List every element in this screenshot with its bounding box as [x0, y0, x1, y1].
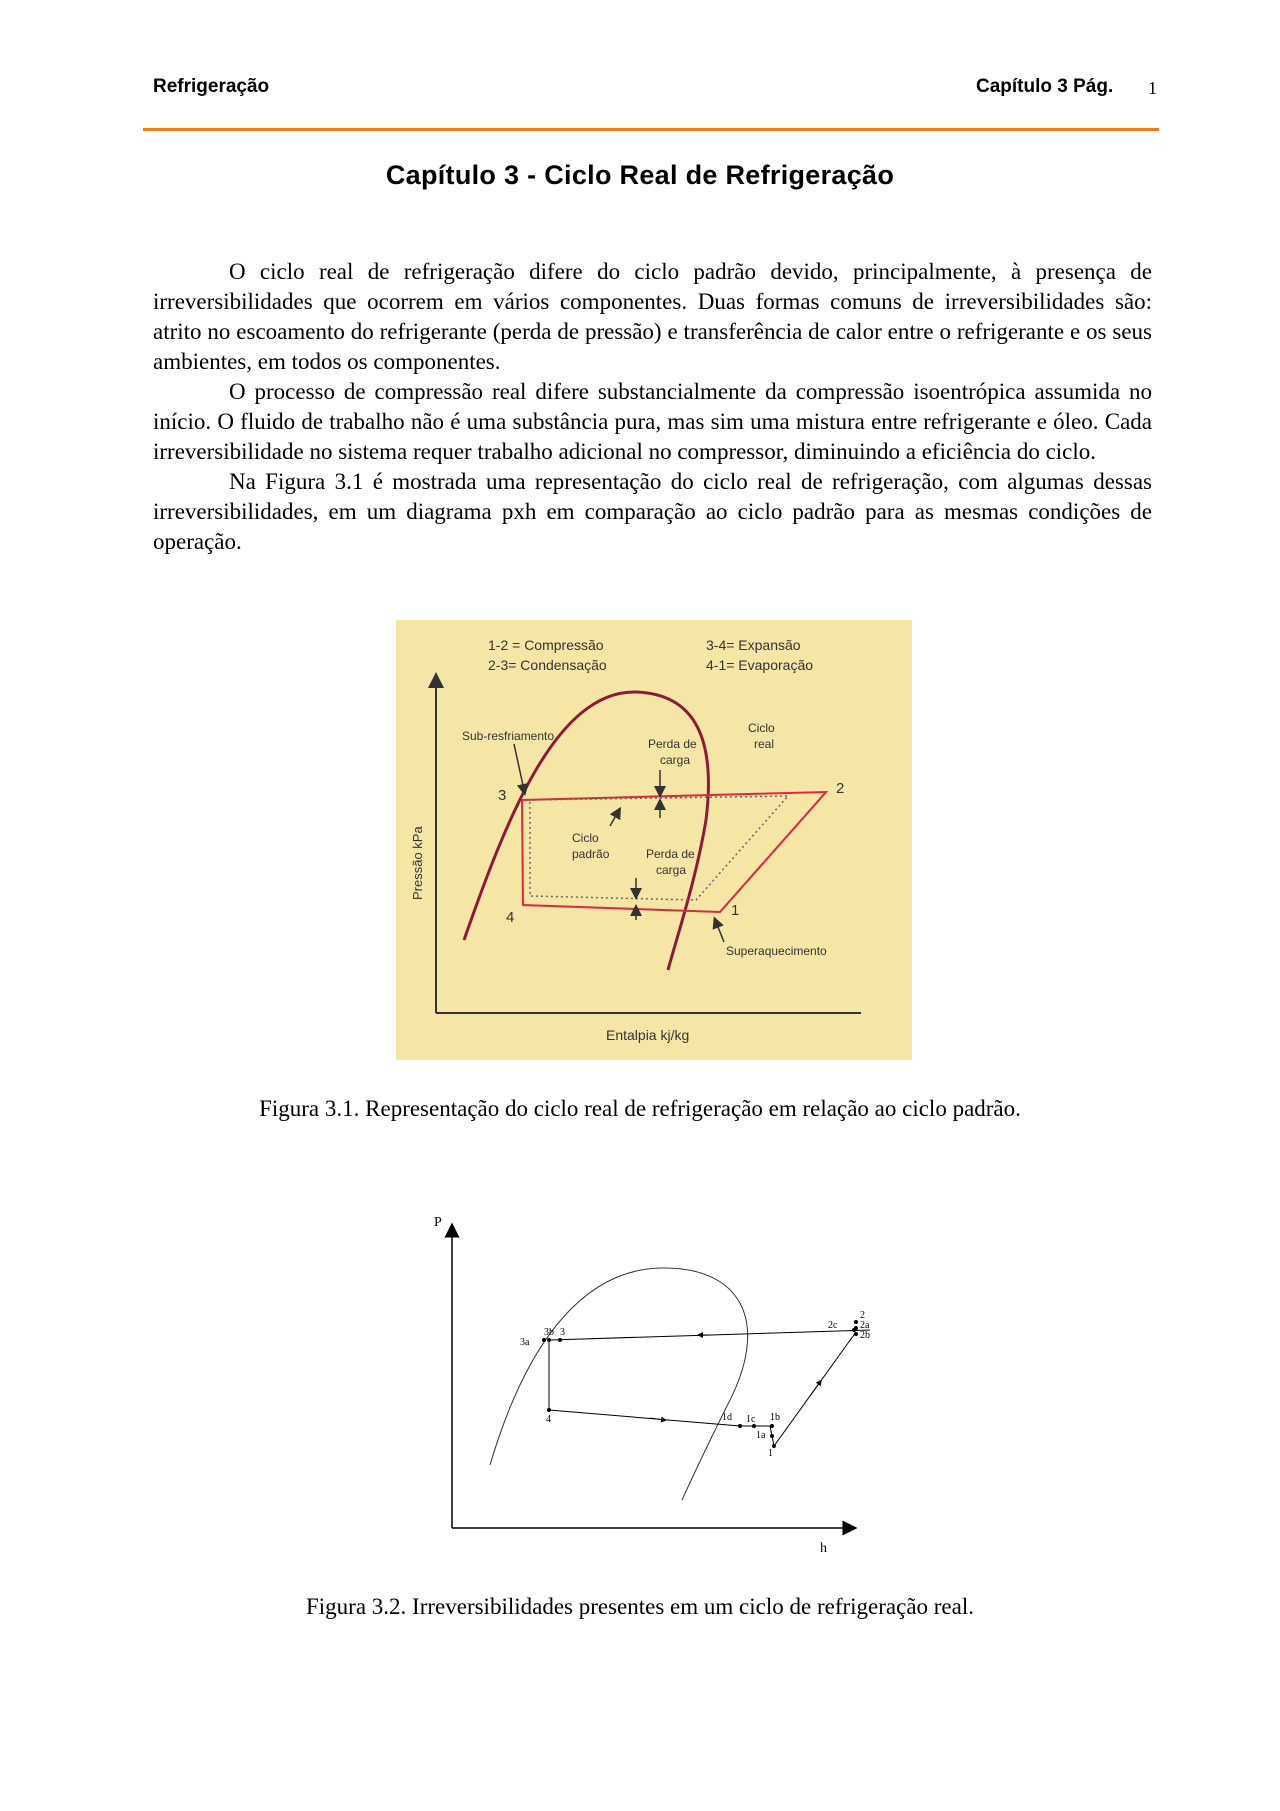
header-left: Refrigeração — [153, 76, 270, 97]
label-2b: 2b — [860, 1330, 870, 1341]
label-1: 1 — [768, 1448, 773, 1459]
label-sub-resfriamento: Sub-resfriamento — [462, 729, 555, 743]
point-2: 2 — [836, 780, 845, 797]
figure-3-1 — [396, 620, 912, 1060]
label-padrao-2: padrão — [572, 847, 610, 861]
h-axis-label: h — [820, 1541, 827, 1556]
legend-evaporation: 4-1= Evaporação — [706, 657, 814, 673]
figure-3-2 — [410, 1210, 870, 1560]
label-superaquecimento: Superaquecimento — [726, 944, 827, 958]
paragraph-2: O processo de compressão real difere substancialmente da compressão isoentrópica assumida no início. O fluido de trabalho não é uma substância pura, mas sim uma mistura entre refrigerante e óleo. Cada irreversibilidade no sistema requer trabalho adicional no compressor, diminuindo a eficiência do ciclo. — [153, 379, 1152, 464]
label-3b: 3b — [544, 1327, 554, 1338]
label-real-1: Ciclo — [748, 721, 775, 735]
header-right: Capítulo 3 Pág. — [976, 76, 1114, 97]
label-1c: 1c — [746, 1414, 756, 1425]
legend-expansion: 3-4= Expansão — [706, 637, 801, 653]
paragraph-1: O ciclo real de refrigeração difere do ciclo padrão devido, principalmente, à presença de irreversibilidades que ocorrem em vários componentes. Duas formas comuns de irreversibilidades são: atrito no escoamento do refrigerante (perda de pressão) e transferência de calor entre o refrigerante e os seus ambientes, em todos os componentes. — [153, 259, 1152, 374]
label-padrao-1: Ciclo — [572, 831, 599, 845]
label-2: 2 — [860, 1310, 865, 1321]
point-1: 1 — [731, 902, 740, 919]
point-4: 4 — [506, 909, 515, 926]
paragraph-3: Na Figura 3.1 é mostrada uma representação do ciclo real de refrigeração, com algumas dessas irreversibilidades, em um diagrama pxh em comparação ao ciclo padrão para as mesmas condições de operação. — [153, 469, 1152, 554]
label-2a: 2a — [860, 1320, 870, 1331]
page-title: Capítulo 3 - Ciclo Real de Refrigeração — [385, 160, 895, 190]
label-1b: 1b — [770, 1412, 780, 1423]
y-axis-label: Pressão kPa — [410, 826, 425, 900]
x-axis-label: Entalpia kj/kg — [606, 1027, 690, 1043]
header-rule — [143, 128, 1159, 131]
saturation-dome-2 — [490, 1268, 748, 1500]
p-axis-label: P — [434, 1215, 442, 1230]
label-perda-top-1: Perda de — [648, 737, 697, 751]
label-real-2: real — [754, 737, 775, 751]
point-3: 3 — [498, 787, 507, 804]
evaporation-compression-line — [549, 1332, 856, 1446]
label-perda-mid-2: carga — [656, 863, 687, 877]
label-3: 3 — [560, 1327, 565, 1338]
figure-3-1-caption: Figura 3.1. Representação do ciclo real de refrigeração em relação ao ciclo padrão. — [259, 1096, 1021, 1121]
label-perda-top-2: carga — [660, 753, 691, 767]
body-text — [153, 257, 1152, 557]
label-4: 4 — [546, 1414, 551, 1425]
label-3a: 3a — [520, 1337, 530, 1348]
figure-background — [396, 620, 912, 1060]
compression-arrow — [810, 1382, 820, 1396]
label-1a: 1a — [756, 1430, 766, 1441]
label-2c: 2c — [828, 1320, 838, 1331]
legend-compression: 1-2 = Compressão — [488, 637, 604, 653]
legend-condensation: 2-3= Condensação — [488, 657, 607, 673]
figure-3-2-caption: Figura 3.2. Irreversibilidades presentes em um ciclo de refrigeração real. — [306, 1594, 974, 1619]
label-1d: 1d — [722, 1412, 732, 1423]
page-number: 1 — [1148, 78, 1157, 98]
label-perda-mid-1: Perda de — [646, 847, 695, 861]
